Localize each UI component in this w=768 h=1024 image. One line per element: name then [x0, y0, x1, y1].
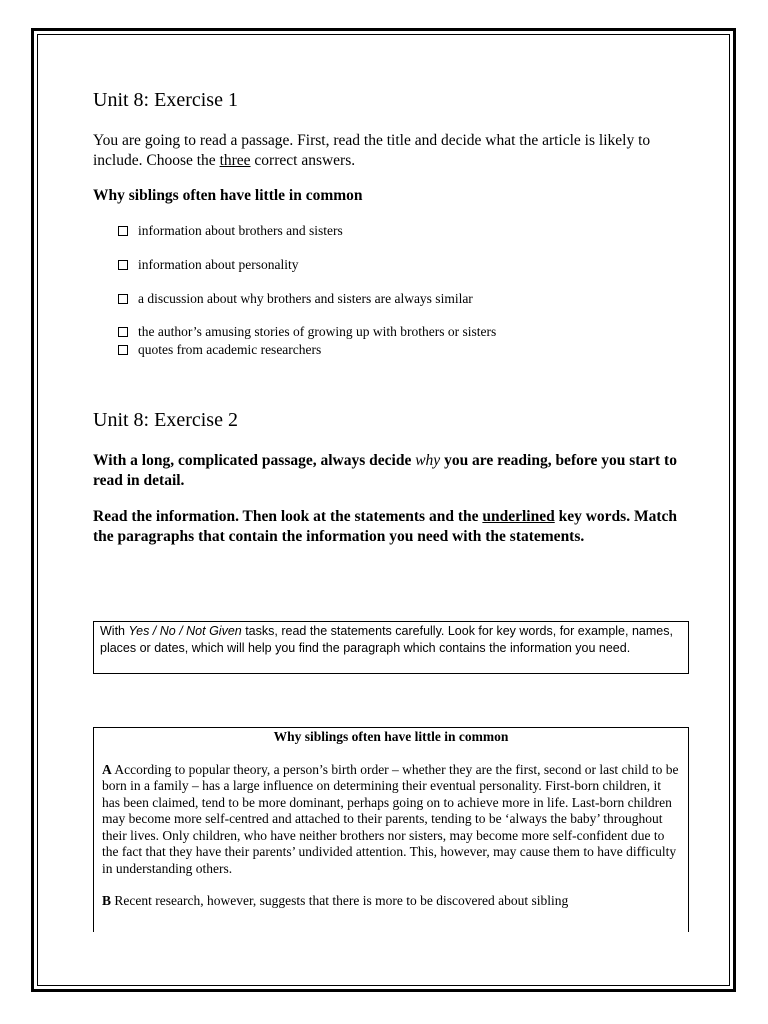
exercise2-paragraph-1: With a long, complicated passage, always decide why you are reading, before you start to read in detail. [93, 452, 677, 489]
option-2[interactable] [118, 257, 298, 273]
option-4[interactable] [118, 324, 496, 340]
option-5[interactable] [118, 342, 321, 358]
option-3[interactable] [118, 291, 473, 307]
exercise2-paragraph-2: Read the information. Then look at the statements and the underlined key words. Match the paragraphs that contain the information you need with the statements. [93, 508, 678, 545]
paragraph-label: B [102, 893, 112, 908]
option-label: information about personality [138, 257, 299, 272]
why-italic: why [415, 452, 441, 469]
option-1[interactable] [118, 223, 343, 239]
checkbox[interactable] [118, 327, 128, 337]
paragraph-a: A According to popular theory, a person’s birth order – whether they are the first, second or last child to be born in a family – has a large influence on determining their eventual personality. First-born children, it has been claimed, tend to be more dominant, perhaps going on to achieve more in life. Last-born children may become more self-centred and attached to their parents, tending to be ‘always the baby’ throughout their lives. Only children, who have neither brothers nor sisters, may become more self-confident due to the fact that they have their parents’ undivided attention. This, however, may cause them to have difficulty in understanding others. [102, 761, 679, 876]
checkbox[interactable] [118, 226, 128, 236]
option-label: information about brothers and sisters [138, 223, 343, 238]
underlined-word: underlined [482, 508, 555, 525]
checkbox[interactable] [118, 345, 128, 355]
exercise1-heading: Unit 8: Exercise 1 [93, 89, 238, 111]
exercise2-heading: Unit 8: Exercise 2 [93, 409, 238, 431]
yes-no-not-given: Yes / No / Not Given [128, 624, 242, 638]
passage-title: Why siblings often have little in common [273, 729, 509, 744]
paragraph-label: A [102, 761, 112, 777]
option-label: the author’s amusing stories of growing up with brothers or sisters [138, 324, 497, 339]
option-label: quotes from academic researchers [138, 342, 322, 357]
reading-passage [93, 727, 689, 932]
paragraph-b: B Recent research, however, suggests that there is more to be discovered about sibling [102, 893, 569, 908]
article-title: Why siblings often have little in common [93, 187, 363, 204]
tip-box: With Yes / No / Not Given tasks, read the statements carefully. Look for key words, for example, names, places or dates, which will help you find the paragraph which contains the information you need. [93, 621, 689, 674]
option-label: a discussion about why brothers and sisters are always similar [138, 291, 473, 306]
checkbox[interactable] [118, 294, 128, 304]
three-underlined: three [219, 152, 251, 169]
exercise1-instructions: You are going to read a passage. First, read the title and decide what the article is likely to include. Choose the three correct answers. [93, 132, 651, 169]
checkbox[interactable] [118, 260, 128, 270]
